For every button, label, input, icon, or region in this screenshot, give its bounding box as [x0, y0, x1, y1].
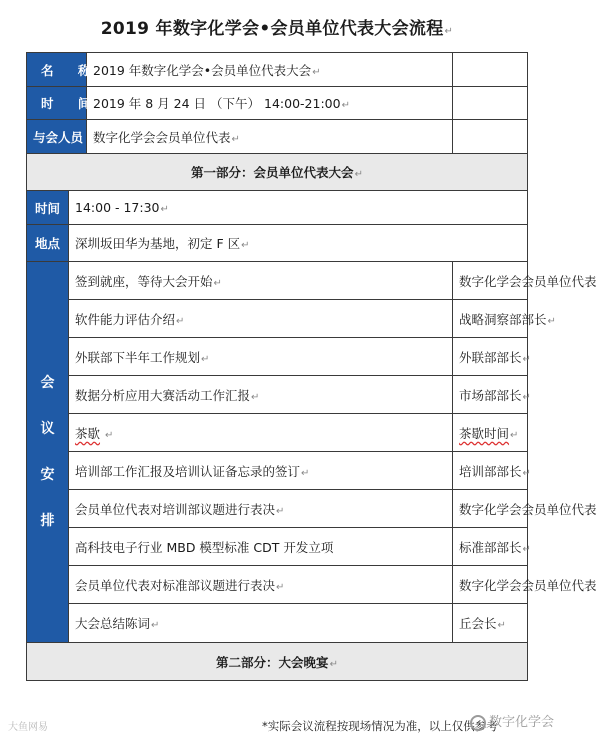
agenda-owner: 数字化学会会员单位代表 — [453, 490, 528, 528]
agenda-owner: 标准部部长↵ — [453, 528, 528, 566]
brand-watermark: 数字化学会 — [470, 711, 554, 731]
agenda-item: 软件能力评估介绍↵ — [69, 300, 453, 338]
agenda-vertical-label: 会 议 安 排 — [27, 262, 69, 643]
agenda-item: 外联部下半年工作规划↵ — [69, 338, 453, 376]
agenda-owner: 培训部部长↵ — [453, 452, 528, 490]
agenda-row — [27, 300, 528, 338]
agenda-item: 数据分析应用大赛活动工作汇报↵ — [69, 376, 453, 414]
agenda-item: 会员单位代表对标准部议题进行表决↵ — [69, 566, 453, 604]
info-row-name — [27, 53, 528, 87]
agenda-owner: 丘会长↵ — [453, 604, 528, 643]
part1-place-label: 地点 — [27, 225, 69, 262]
part1-time-value: 14:00 - 17:30↵ — [69, 191, 528, 225]
agenda-row — [27, 376, 528, 414]
agenda-item: 茶歇 ↵ — [69, 414, 453, 452]
part1-place-row — [27, 225, 528, 262]
info-blank — [453, 53, 528, 87]
agenda-row — [27, 338, 528, 376]
agenda-row — [27, 414, 528, 452]
agenda-owner: 数字化学会会员单位代表 — [453, 262, 528, 300]
watermark: 大鱼网易 — [8, 722, 48, 733]
agenda-row — [27, 566, 528, 604]
footnote: *实际会议流程按现场情况为准，以上仅供参考 — [262, 719, 498, 733]
agenda-owner: 战略洞察部部长↵ — [453, 300, 528, 338]
agenda-item: 会员单位代表对培训部议题进行表决↵ — [69, 490, 453, 528]
agenda-row — [27, 490, 528, 528]
info-value-time: 2019 年 8 月 24 日 （下午） 14:00-21:00↵ — [87, 87, 453, 120]
section-row-part2 — [27, 643, 528, 681]
agenda-owner: 茶歇时间↵ — [453, 414, 528, 452]
info-blank — [453, 120, 528, 154]
agenda-owner: 外联部部长↵ — [453, 338, 528, 376]
agenda-row — [27, 452, 528, 490]
agenda-item: 高科技电子行业 MBD 模型标准 CDT 开发立项 — [69, 528, 453, 566]
info-value-attendees: 数字化学会会员单位代表↵ — [87, 120, 453, 154]
agenda-row — [27, 528, 528, 566]
agenda-owner: 市场部部长↵ — [453, 376, 528, 414]
part1-time-label: 时间 — [27, 191, 69, 225]
agenda-row — [27, 262, 528, 300]
agenda-item: 培训部工作汇报及培训认证备忘录的签订↵ — [69, 452, 453, 490]
info-value-name: 2019 年数字化学会•会员单位代表大会↵ — [87, 53, 453, 87]
agenda-item: 签到就座，等待大会开始↵ — [69, 262, 453, 300]
agenda-table — [26, 52, 597, 681]
info-blank — [453, 87, 528, 120]
agenda-row — [27, 604, 528, 643]
title-text: 2019 年数字化学会•会员单位代表大会流程 — [100, 19, 444, 39]
info-label-time: 时 间 — [27, 87, 87, 120]
agenda-item: 大会总结陈词↵ — [69, 604, 453, 643]
part1-time-row — [27, 191, 528, 225]
info-row-attendees — [27, 120, 528, 154]
section-row-part1 — [27, 154, 528, 191]
info-row-time — [27, 87, 528, 120]
section-heading-part2: 第二部分：大会晚宴↵ — [27, 643, 528, 681]
info-label-attendees: 与会人员 — [27, 120, 87, 154]
agenda-owner: 数字化学会会员单位代表 — [453, 566, 528, 604]
section-heading-part1: 第一部分：会员单位代表大会↵ — [27, 154, 528, 191]
part1-place-value: 深圳坂田华为基地，初定 F 区↵ — [69, 225, 528, 262]
document-title: 2019 年数字化学会•会员单位代表大会流程↵ — [100, 19, 454, 39]
info-label-name: 名 称 — [27, 53, 87, 87]
brand-logo-icon — [470, 715, 486, 731]
